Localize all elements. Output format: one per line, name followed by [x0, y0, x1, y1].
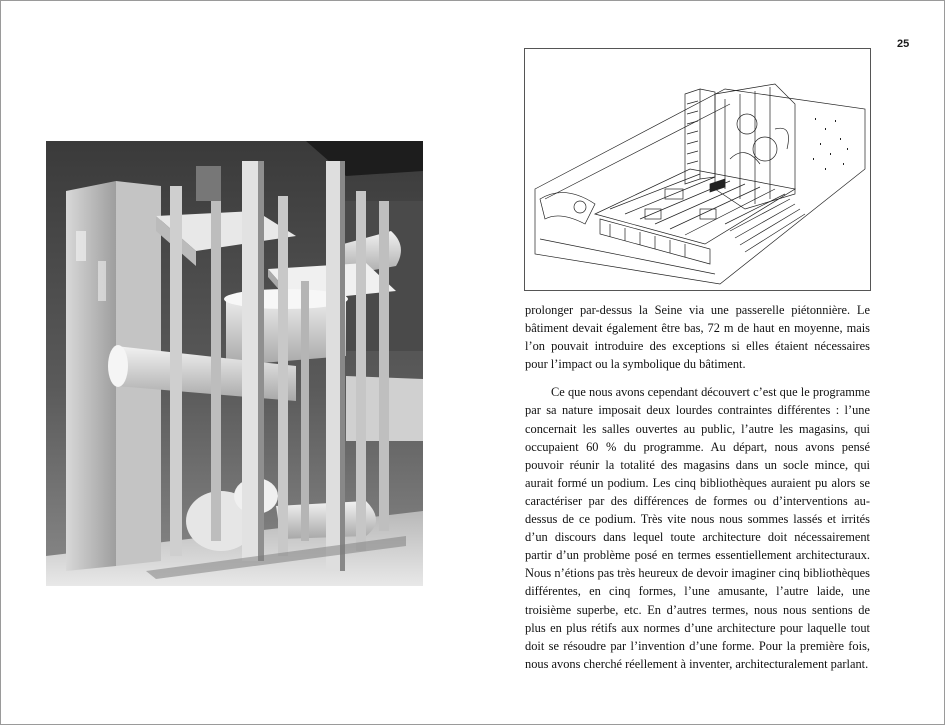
- model-photograph-icon: [46, 141, 423, 586]
- body-text: [525, 301, 870, 673]
- page-number: 25: [897, 38, 910, 50]
- axonometric-drawing-icon: [525, 49, 870, 290]
- axonometric-drawing: [524, 48, 871, 291]
- model-photograph: [46, 141, 423, 586]
- paragraph: Ce que nous avons cependant découvert c’est que le programme par sa nature imposait deux lourdes contraintes différentes : l’une concernait les salles ouvertes au public, l’autre les magasins, qui occupaient 60 % du programme. Au départ, nous avons pensé pouvoir réunir la totalité des magasins dans un socle mince, qui aurait formé un podium. Les cinq bibliothèques auraient pu alors se caractériser par des différences de formes ou d’interventions au-dessus de ce podium. Très vite nous nous sommes lassés et irrités d’un discours dans lequel toute architecture doit nécessairement partir d’un problème posé en termes essentiellement architecturaux. Nous n’étions pas très heureux de devoir imaginer cinq bibliothèques différentes, en cinq formes, l’une amusante, l’autre laide, une troisième superbe, etc. En d’autres termes, nous nous sentions de plus en plus rétifs aux normes d’une architecture pour laquelle tout doit se résoudre par l’invention d’une forme. Pour la première fois, nous avons cherché réellement à inventer, architecturalement parlant.: [525, 385, 870, 671]
- paragraph: prolonger par-dessus la Seine via une passerelle piétonnière. Le bâtiment devait également être bas, 72 m de haut en moyenne, mais l’on pouvait introduire des exceptions si elles étaient nécessaires pour l’impact ou la symbolique du bâtiment.: [525, 303, 870, 372]
